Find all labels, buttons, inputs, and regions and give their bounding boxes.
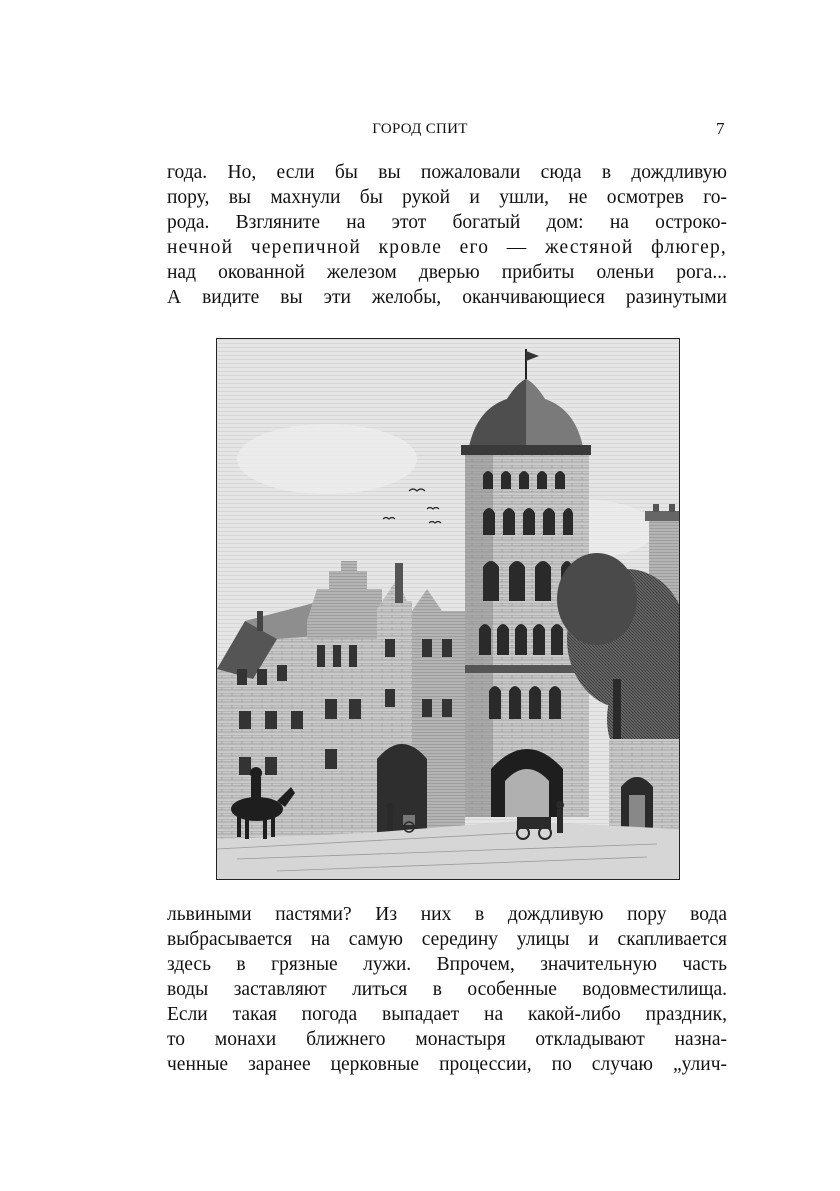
text-line: выбрасывается на самую середину улицы и скапливается: [167, 929, 727, 950]
text-line: то монахи ближнего монастыря откладывают назна-: [167, 1029, 727, 1050]
paragraph-bottom: [167, 902, 727, 1077]
text-line: львиными пастями? Из них в дождливую пору вода: [167, 904, 727, 925]
text-line: пору, вы махнули бы рукой и ушли, не осмотрев го-: [167, 187, 727, 208]
text-line: Если такая погода выпадает на какой-либо праздник,: [167, 1004, 727, 1025]
cloud: [237, 424, 417, 494]
text-line: рода. Взгляните на этот богатый дом: на остроко-: [167, 212, 727, 233]
right-building: [609, 739, 679, 831]
text-line: ченные заранее церковные процессии, по случаю „улич-: [167, 1054, 727, 1075]
text-line: А видите вы эти желобы, оканчивающиеся разинутыми: [167, 287, 727, 308]
page-number: 7: [716, 119, 725, 138]
paragraph-top: [167, 160, 727, 310]
text-line: здесь в грязные лужи. Впрочем, значительную часть: [167, 954, 727, 975]
text-line: нечной черепичной кровле его — жестяной флюгер,: [167, 237, 727, 258]
text-line: над окованной железом дверью прибиты оленьи рога...: [167, 262, 727, 283]
text-line: года. Но, если бы вы пожаловали сюда в дождливую: [167, 162, 727, 183]
running-head-title: ГОРОД СПИТ: [372, 121, 468, 137]
illustration-city-gate: [216, 338, 680, 880]
text-line: воды заставляют литься в особенные водовместилища.: [167, 979, 727, 1000]
